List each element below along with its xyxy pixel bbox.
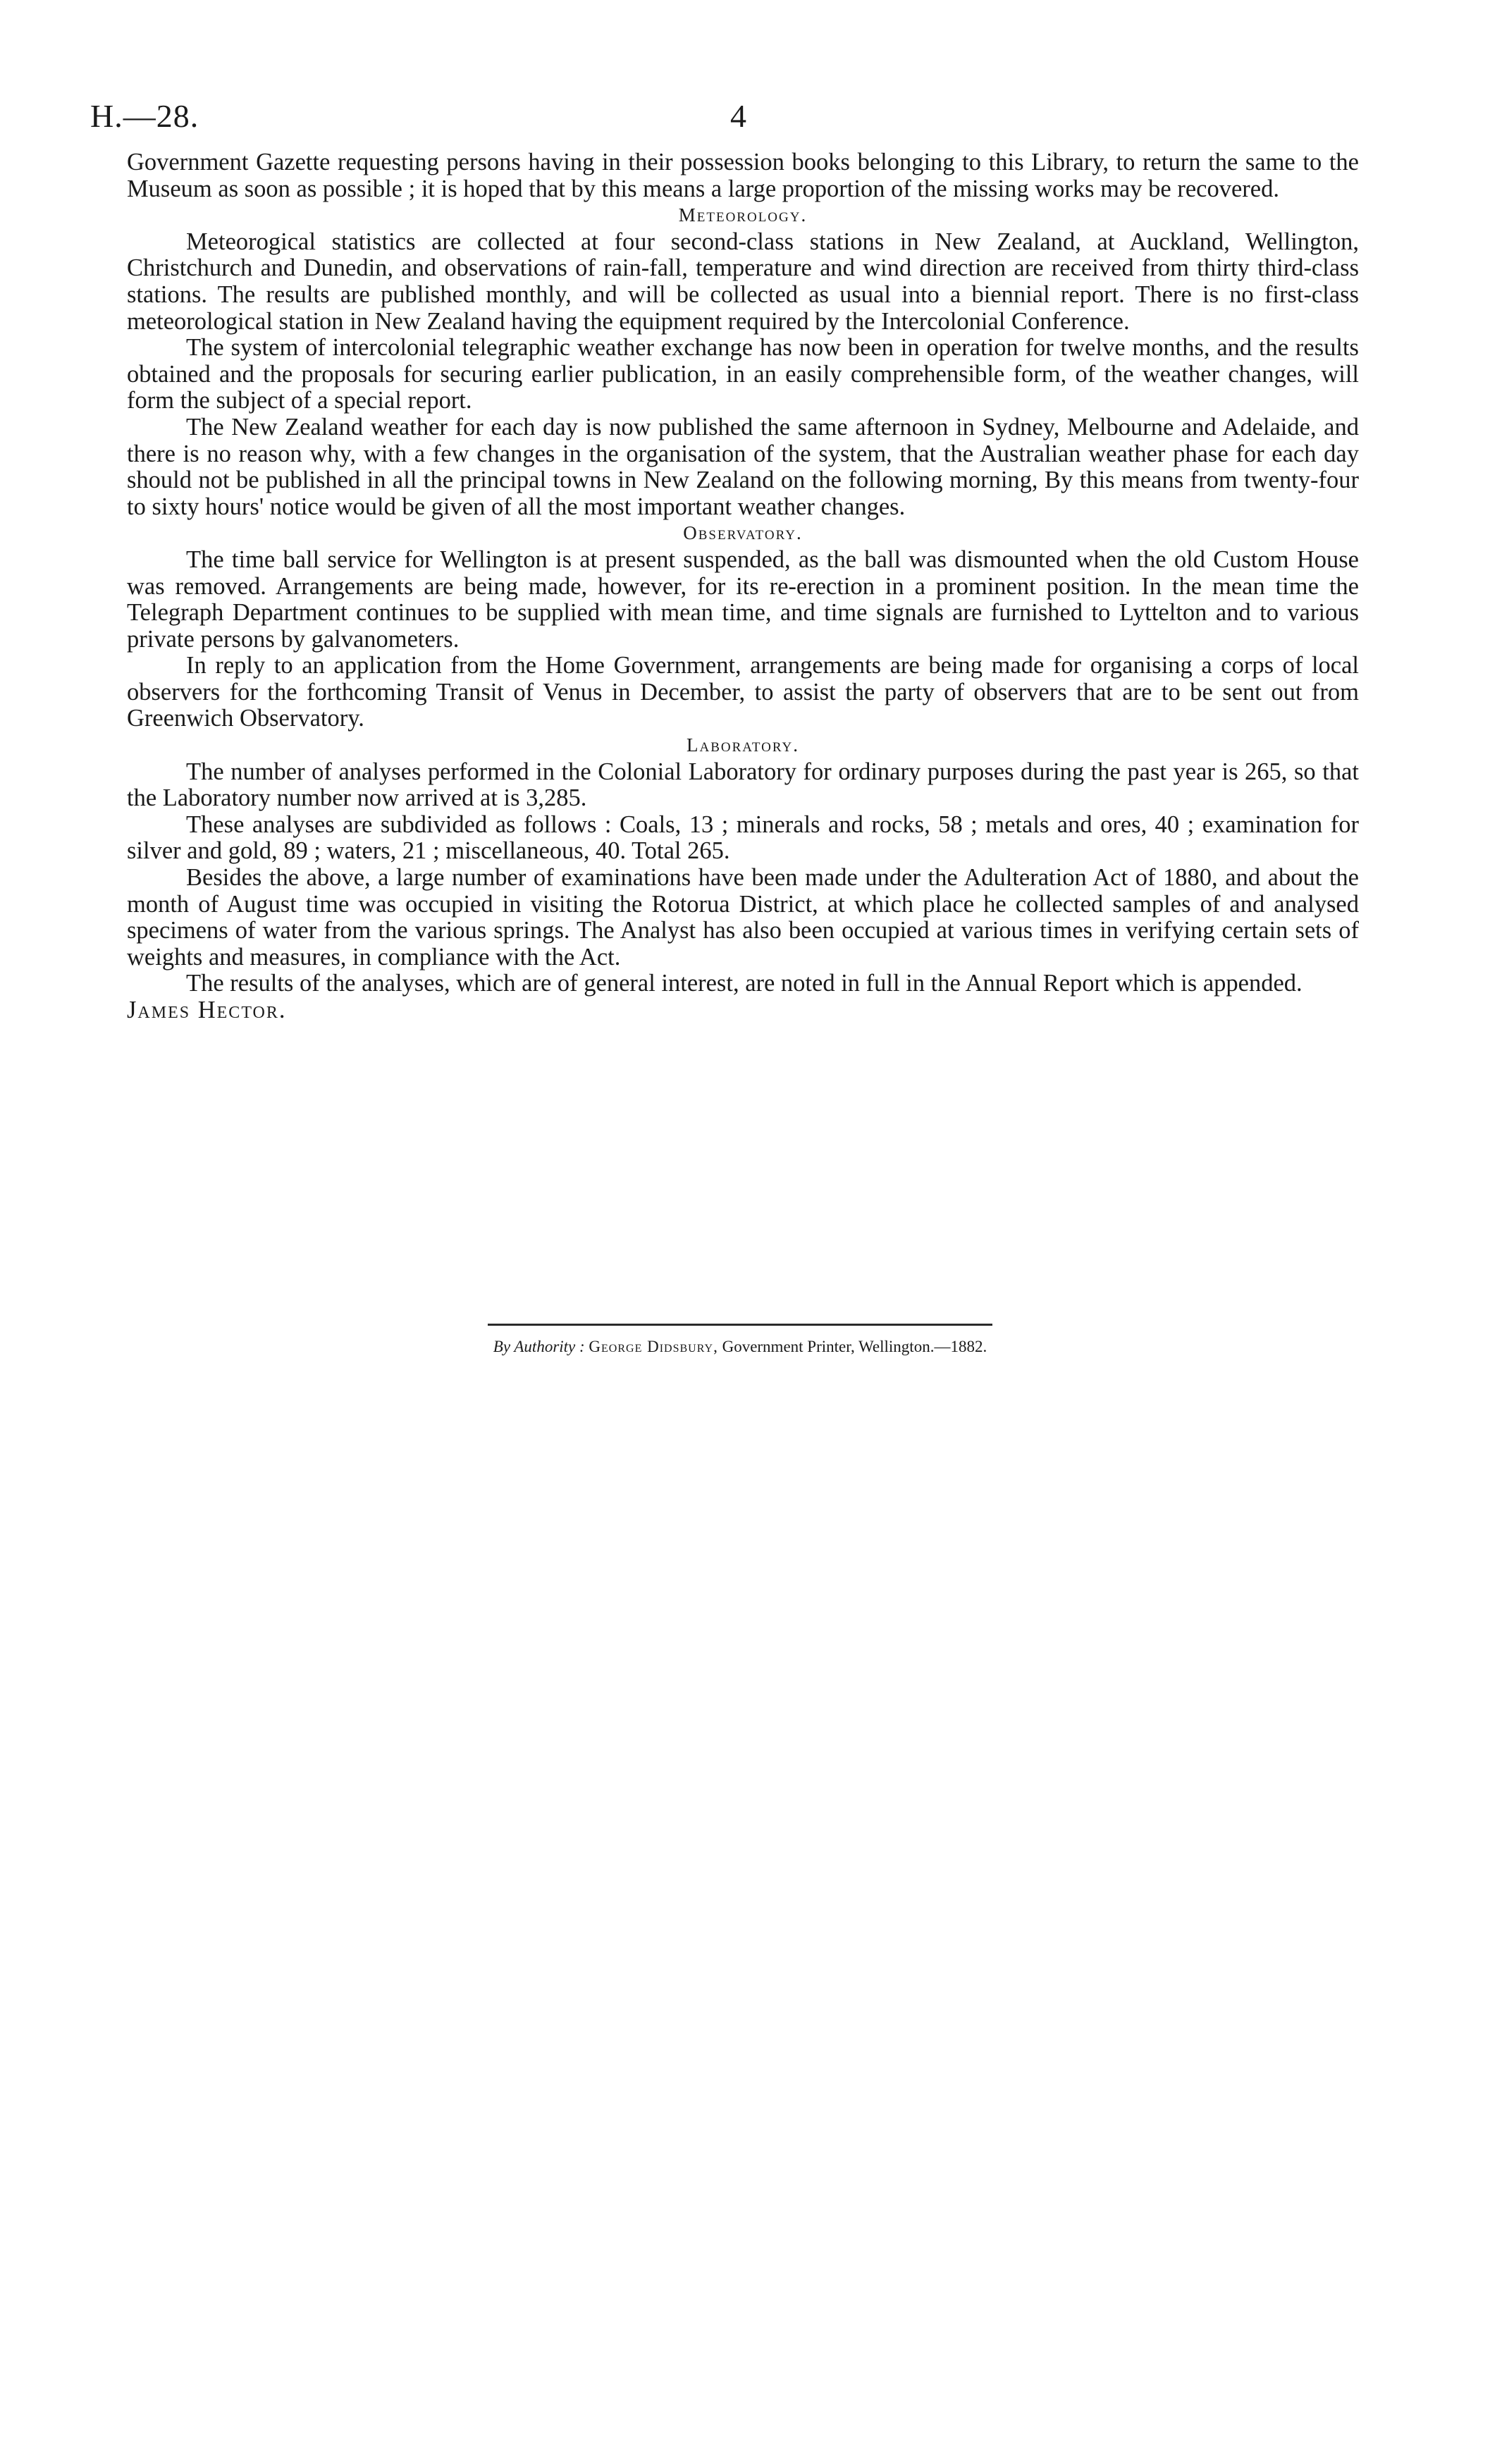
intro-paragraph: Government Gazette requesting persons having in their possession books belonging to this Library, to return the same to the Museum as soon as possible ; it is hoped that by this means a large proportion of the missing works may be recovered. — [127, 149, 1359, 202]
imprint-lead: By Authority : — [493, 1338, 585, 1355]
observatory-paragraph: The time ball service for Wellington is at present suspended, as the ball was dismounted when the old Custom House was removed. Arrangements are being made, however, for its re-erection in a prominent position. In the mean time the Telegraph Department continues to be supplied with mean time, and time signals are furnished to Lyttelton and to various private persons by galvanometers. — [127, 546, 1359, 653]
imprint-divider — [488, 1324, 992, 1326]
meteorology-paragraph: The New Zealand weather for each day is now published the same afternoon in Sydney, Melbourne and Adelaide, and there is no reason why, with a few changes in the organisation of the system, that the Australian weather phase for each day should not be published in all the principal towns in New Zealand on the following morning, By this means from twenty-four to sixty hours' notice would be given of all the most important weather changes. — [127, 413, 1359, 520]
printer-imprint — [381, 1336, 1100, 1357]
laboratory-paragraph: The results of the analyses, which are of general interest, are noted in full in the Annual Report which is appended. — [186, 970, 1303, 997]
observatory-paragraph: In reply to an application from the Home Government, arrangements are being made for organising a corps of local observers for the forthcoming Transit of Venus in December, to assist the party of observers that are to be sent out from Greenwich Observatory. — [127, 652, 1359, 732]
laboratory-paragraph: These analyses are subdivided as follows : Coals, 13 ; minerals and rocks, 58 ; metals and ores, 40 ; examination for silver and gold, 89 ; waters, 21 ; miscellaneous, 40. Total 265. — [127, 811, 1359, 865]
meteorology-paragraph: Meteorogical statistics are collected at four second-class stations in New Zealand, at Auckland, Wellington, Christchurch and Dunedin, and observations of rain-fall, temperature and wind direction are received from thirty third-class stations. The results are published monthly, and will be collected as usual into a biennial report. There is no first-class meteorological station in New Zealand having the equipment required by the Intercolonial Conference. — [127, 228, 1359, 335]
laboratory-paragraph: Besides the above, a large number of examinations have been made under the Adulteration Act of 1880, and about the month of August time was occupied in visiting the Rotorua District, at which place he collected samples of and analysed specimens of water from the various springs. The Analyst has also been occupied at various times in verifying certain sets of weights and measures, in compliance with the Act. — [127, 864, 1359, 971]
imprint-rest: Government Printer, Wellington.—1882. — [722, 1338, 987, 1355]
meteorology-paragraph: The system of intercolonial telegraphic weather exchange has now been in operation for twelve months, and the results obtained and the proposals for securing earlier publication, in an easily comprehensible form, of the weather changes, will form the subject of a special report. — [127, 334, 1359, 414]
section-heading-meteorology: Meteorology. — [678, 204, 808, 226]
page-header — [90, 97, 1359, 140]
laboratory-paragraph: The number of analyses performed in the Colonial Laboratory for ordinary purposes during the past year is 265, so that the Laboratory number now arrived at is 3,285. — [127, 758, 1359, 812]
section-heading-laboratory: Laboratory. — [686, 734, 799, 756]
section-heading-observatory: Observatory. — [683, 522, 803, 544]
document-reference: H.—28. — [90, 98, 199, 134]
signature: James Hector. — [127, 997, 287, 1023]
document-body — [127, 149, 1359, 1024]
imprint-printer-name: George Didsbury, — [589, 1338, 718, 1355]
page-number: 4 — [730, 98, 746, 134]
